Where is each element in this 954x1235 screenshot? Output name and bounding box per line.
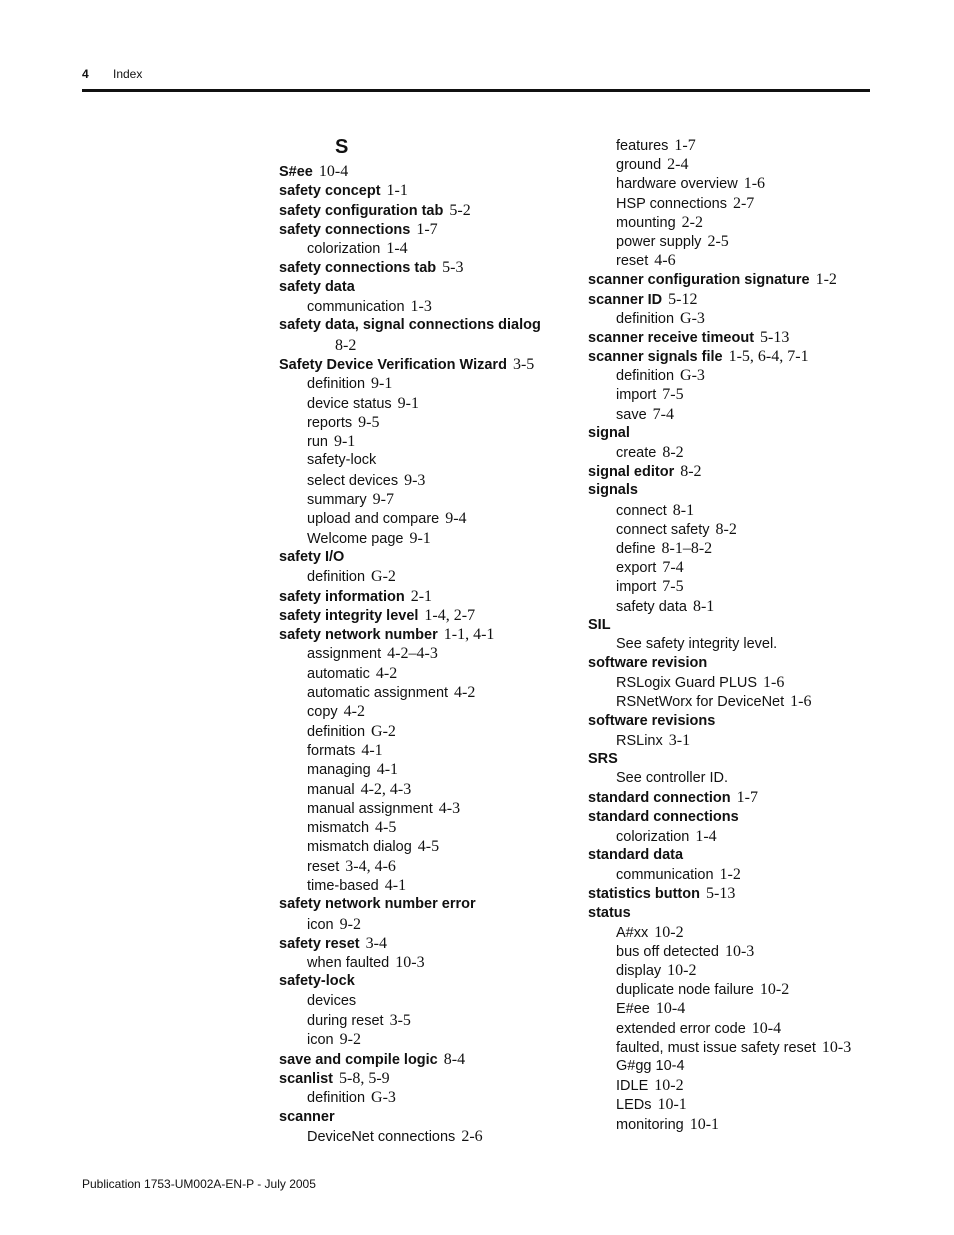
page-reference: 2-6 bbox=[461, 1127, 483, 1145]
index-main-entry bbox=[588, 347, 851, 366]
index-main-entry bbox=[279, 355, 541, 374]
index-sub-entry bbox=[279, 799, 541, 818]
page-reference: 10-4 bbox=[655, 1000, 686, 1018]
page-reference: 10-1 bbox=[689, 1115, 720, 1133]
index-sub-entry bbox=[279, 992, 541, 1011]
index-term: definition bbox=[307, 1090, 366, 1107]
index-main-entry bbox=[588, 328, 851, 347]
page-reference: 4-2 bbox=[454, 684, 476, 702]
page-reference: 9-2 bbox=[339, 915, 361, 933]
index-sub-entry bbox=[588, 366, 851, 385]
index-term: import bbox=[616, 387, 657, 404]
page-reference: 10-3 bbox=[724, 942, 755, 960]
index-term: device status bbox=[307, 395, 392, 412]
index-term: safety information bbox=[279, 588, 405, 605]
index-term: definition bbox=[616, 368, 675, 385]
index-term: statistics button bbox=[588, 886, 700, 903]
index-term: icon bbox=[307, 1032, 334, 1049]
index-term: S#ee bbox=[279, 164, 313, 180]
index-term: LEDs bbox=[616, 1097, 652, 1114]
index-term: signal bbox=[588, 424, 630, 441]
index-main-entry bbox=[588, 481, 851, 500]
index-term: RSLogix Guard PLUS bbox=[616, 675, 758, 692]
page-reference: 2-7 bbox=[732, 194, 755, 212]
index-term: software revision bbox=[588, 655, 708, 672]
page-reference: G-3 bbox=[371, 1089, 396, 1107]
index-sub-entry bbox=[588, 520, 851, 539]
index-term: mounting bbox=[616, 214, 676, 231]
page-reference: 8-1 bbox=[692, 597, 715, 615]
page-reference: 9-2 bbox=[339, 1031, 361, 1049]
page-reference: 9-1 bbox=[409, 529, 431, 547]
index-sub-entry bbox=[279, 413, 541, 432]
index-term: scanner bbox=[279, 1108, 335, 1125]
page-reference: 3-5 bbox=[512, 355, 535, 373]
index-sub-entry bbox=[279, 1127, 541, 1146]
page-reference: 5-13 bbox=[760, 328, 790, 346]
index-sub-entry bbox=[279, 741, 541, 760]
page-reference: 7-5 bbox=[662, 578, 684, 596]
index-sub-entry bbox=[588, 961, 851, 980]
page-reference: 8-2 bbox=[335, 336, 357, 354]
index-sub-entry bbox=[588, 213, 851, 232]
page-reference: 3-4 bbox=[365, 934, 387, 952]
page-reference: 8-1–8-2 bbox=[661, 539, 713, 557]
publication-footer: Publication 1753-UM002A-EN-P - July 2005 bbox=[82, 1177, 316, 1191]
index-term: when faulted bbox=[307, 955, 390, 972]
page-reference: 10-2 bbox=[759, 981, 790, 999]
index-term: reset bbox=[307, 858, 340, 875]
page-reference: 4-2 bbox=[343, 703, 365, 721]
index-sub-entry bbox=[588, 1038, 851, 1057]
page-reference: 2-5 bbox=[707, 232, 729, 250]
index-term: software revisions bbox=[588, 712, 716, 729]
index-sub-entry bbox=[279, 702, 541, 721]
index-term: define bbox=[616, 540, 656, 557]
index-term: export bbox=[616, 560, 657, 577]
running-header: Index bbox=[113, 67, 143, 81]
page-reference: 3-1 bbox=[668, 731, 691, 749]
index-sub-entry bbox=[279, 818, 541, 837]
index-term: status bbox=[588, 904, 631, 921]
index-main-entry bbox=[279, 1069, 541, 1088]
index-sub-entry bbox=[279, 857, 541, 876]
page-reference: 4-5 bbox=[375, 819, 397, 837]
index-term: RSLinx bbox=[616, 732, 663, 749]
page-reference: 8-2 bbox=[680, 463, 702, 481]
page-reference: 10-2 bbox=[667, 962, 697, 980]
page-reference: 8-2 bbox=[715, 520, 737, 538]
index-term: safety concept bbox=[279, 183, 381, 200]
index-sub-entry bbox=[588, 385, 851, 404]
index-term: safety network number bbox=[279, 627, 438, 644]
index-term: communication bbox=[307, 299, 405, 316]
index-main-entry bbox=[588, 616, 851, 635]
index-main-entry bbox=[588, 846, 851, 865]
index-term: import bbox=[616, 579, 657, 596]
index-term: assignment bbox=[307, 646, 382, 663]
index-term: HSP connections bbox=[616, 195, 727, 212]
index-term: formats bbox=[307, 742, 356, 759]
index-term: safety integrity level bbox=[279, 607, 419, 624]
page-reference: 1-6 bbox=[790, 693, 812, 711]
index-term: definition bbox=[307, 569, 366, 586]
index-sub-entry bbox=[588, 251, 851, 270]
index-term: See controller ID. bbox=[616, 770, 729, 787]
index-sub-entry bbox=[588, 443, 851, 462]
index-term: bus off detected bbox=[616, 943, 719, 960]
index-sub-entry bbox=[588, 692, 851, 711]
page-reference: 10-2 bbox=[654, 1077, 684, 1095]
page-reference: 7-4 bbox=[662, 559, 684, 577]
index-term: create bbox=[616, 445, 657, 461]
page-reference: 8-2 bbox=[662, 444, 684, 461]
page-reference: 10-4 bbox=[318, 163, 349, 180]
index-sub-entry bbox=[279, 953, 541, 972]
index-sub-entry bbox=[588, 1076, 851, 1095]
index-term: automatic assignment bbox=[307, 685, 449, 702]
page-reference: 4-2 bbox=[375, 664, 398, 682]
index-term: standard data bbox=[588, 846, 684, 863]
index-sub-entry bbox=[588, 865, 851, 884]
index-term: managing bbox=[307, 762, 371, 779]
page-reference: 10-1 bbox=[657, 1096, 687, 1114]
index-term: faulted, must issue safety reset bbox=[616, 1039, 816, 1056]
page-reference: 2-2 bbox=[681, 213, 703, 231]
index-sub-entry bbox=[588, 769, 851, 788]
index-term: save bbox=[616, 406, 647, 423]
page-reference: 10-3 bbox=[821, 1038, 852, 1056]
index-term: run bbox=[307, 434, 328, 451]
index-sub-entry bbox=[588, 980, 851, 999]
index-sub-entry bbox=[279, 336, 541, 355]
index-sub-entry bbox=[588, 923, 851, 942]
index-sub-entry bbox=[588, 558, 851, 577]
page-reference: 1-2 bbox=[815, 271, 837, 289]
page-reference: 4-2–4-3 bbox=[387, 645, 438, 663]
index-main-entry bbox=[588, 654, 851, 673]
page-reference: 4-1 bbox=[384, 876, 407, 894]
index-sub-entry bbox=[279, 876, 541, 895]
index-sub-entry bbox=[588, 1095, 851, 1114]
index-sub-entry bbox=[279, 1088, 541, 1107]
page-reference: 1-7 bbox=[416, 220, 438, 238]
index-sub-entry bbox=[279, 451, 541, 470]
page-reference: G-3 bbox=[680, 367, 705, 385]
index-sub-entry bbox=[588, 136, 851, 155]
index-main-entry bbox=[279, 934, 541, 953]
index-sub-entry bbox=[279, 529, 541, 548]
index-term: mismatch bbox=[307, 820, 370, 837]
page-reference: 1-1, 4-1 bbox=[443, 626, 495, 644]
index-main-entry bbox=[588, 424, 851, 443]
page-reference: 1-7 bbox=[736, 789, 758, 807]
index-term: devices bbox=[307, 992, 357, 1009]
index-sub-entry bbox=[279, 490, 541, 509]
index-main-entry bbox=[279, 606, 541, 625]
index-term: definition bbox=[307, 723, 366, 740]
page-reference: 5-12 bbox=[668, 290, 698, 308]
index-main-entry bbox=[588, 884, 851, 903]
page-reference: 5-13 bbox=[705, 885, 736, 903]
index-main-entry bbox=[588, 788, 851, 807]
index-sub-entry bbox=[588, 673, 851, 692]
index-main-entry bbox=[588, 270, 851, 289]
index-term: manual assignment bbox=[307, 800, 433, 817]
index-term: Welcome page bbox=[307, 530, 404, 547]
index-sub-entry bbox=[279, 722, 541, 741]
index-term: connect safety bbox=[616, 521, 710, 538]
index-main-entry bbox=[279, 587, 541, 606]
index-sub-entry bbox=[588, 1115, 851, 1134]
index-sub-entry bbox=[279, 664, 541, 683]
index-term: signals bbox=[588, 482, 638, 499]
index-sub-entry bbox=[588, 309, 851, 328]
index-term: scanner ID bbox=[588, 291, 663, 308]
page-reference: 8-1 bbox=[672, 501, 695, 519]
index-main-entry bbox=[279, 548, 541, 567]
index-term: display bbox=[616, 963, 662, 980]
index-term: reports bbox=[307, 414, 353, 431]
page-reference: 9-3 bbox=[404, 471, 426, 489]
index-letter-heading: S bbox=[335, 136, 349, 158]
index-term: SRS bbox=[588, 751, 618, 767]
index-term: features bbox=[616, 138, 669, 154]
page-reference: 10-2 bbox=[654, 923, 684, 941]
index-term: hardware overview bbox=[616, 176, 738, 193]
index-term: RSNetWorx for DeviceNet bbox=[616, 694, 785, 711]
index-term: upload and compare bbox=[307, 511, 440, 528]
page-reference: 9-1 bbox=[397, 394, 419, 412]
index-term: safety-lock bbox=[279, 973, 355, 990]
index-term: summary bbox=[307, 492, 367, 509]
index-column-left bbox=[279, 136, 541, 1146]
index-sub-entry bbox=[279, 509, 541, 528]
index-term: DeviceNet connections bbox=[307, 1128, 456, 1145]
page-reference: 1-6 bbox=[763, 674, 785, 692]
index-sub-entry bbox=[588, 635, 851, 654]
page-reference: 3-4, 4-6 bbox=[345, 857, 396, 875]
page-reference: 1-6 bbox=[743, 175, 766, 193]
index-sub-entry bbox=[588, 232, 851, 251]
index-term: IDLE bbox=[616, 1078, 649, 1095]
page-reference: 1-7 bbox=[674, 137, 696, 154]
index-main-entry bbox=[279, 162, 541, 181]
index-sub-entry bbox=[279, 915, 541, 934]
index-term: duplicate node failure bbox=[616, 982, 754, 999]
index-sub-entry bbox=[588, 999, 851, 1018]
index-sub-entry bbox=[279, 837, 541, 856]
page-reference: 10-3 bbox=[395, 954, 425, 972]
index-term: select devices bbox=[307, 472, 399, 489]
index-term: communication bbox=[616, 867, 714, 884]
index-term: monitoring bbox=[616, 1116, 684, 1133]
page-reference: 8-4 bbox=[443, 1050, 466, 1068]
page-reference: 2-4 bbox=[667, 156, 689, 174]
index-main-entry bbox=[279, 972, 541, 991]
index-sub-entry bbox=[279, 1011, 541, 1030]
index-main-entry bbox=[588, 290, 851, 309]
page-reference: 7-5 bbox=[662, 386, 684, 404]
index-term: Safety Device Verification Wizard bbox=[279, 356, 507, 373]
page-reference: 4-2, 4-3 bbox=[360, 780, 412, 798]
index-term: safety data bbox=[616, 598, 687, 615]
index-term: connect bbox=[616, 502, 667, 519]
index-term: safety data bbox=[279, 278, 355, 295]
page-reference: 1-4 bbox=[386, 240, 408, 258]
index-main-entry bbox=[588, 808, 851, 827]
index-sub-entry bbox=[588, 539, 851, 558]
index-term: during reset bbox=[307, 1013, 384, 1030]
index-term: scanner configuration signature bbox=[588, 272, 810, 289]
index-term: safety connections bbox=[279, 221, 411, 238]
index-term: scanlist bbox=[279, 1070, 333, 1087]
index-term: manual bbox=[307, 781, 355, 798]
page-number: 4 bbox=[82, 67, 89, 81]
index-term: scanner signals file bbox=[588, 349, 723, 366]
index-main-entry bbox=[279, 316, 541, 335]
page-reference: 9-1 bbox=[333, 433, 356, 451]
index-term: icon bbox=[307, 916, 334, 933]
index-sub-entry bbox=[588, 1057, 851, 1076]
page-reference: 1-2 bbox=[719, 866, 741, 884]
page-reference: 4-3 bbox=[438, 799, 461, 817]
index-sub-entry bbox=[279, 567, 541, 586]
index-main-entry bbox=[279, 1050, 541, 1069]
index-sub-entry bbox=[588, 194, 851, 213]
index-main-entry bbox=[588, 462, 851, 481]
index-sub-entry bbox=[588, 577, 851, 596]
index-term: scanner receive timeout bbox=[588, 329, 755, 346]
index-term: ground bbox=[616, 157, 662, 174]
page-reference: G-2 bbox=[371, 568, 396, 586]
index-sub-entry bbox=[279, 1030, 541, 1049]
index-sub-entry bbox=[279, 239, 541, 258]
index-term: standard connections bbox=[588, 808, 739, 825]
index-sub-entry bbox=[279, 471, 541, 490]
index-main-entry bbox=[279, 625, 541, 644]
index-term: power supply bbox=[616, 233, 702, 250]
page-reference: 9-4 bbox=[445, 510, 467, 528]
index-main-entry bbox=[279, 278, 541, 297]
header-rule bbox=[82, 89, 870, 92]
index-sub-entry bbox=[279, 374, 541, 393]
index-term: colorization bbox=[616, 828, 690, 845]
index-term: safety connections tab bbox=[279, 260, 437, 277]
index-term: copy bbox=[307, 704, 338, 721]
index-sub-entry bbox=[588, 731, 851, 750]
index-sub-entry bbox=[588, 942, 851, 961]
page-reference: 1-1 bbox=[386, 182, 408, 200]
index-main-entry bbox=[588, 712, 851, 731]
index-sub-entry bbox=[588, 597, 851, 616]
index-term: reset bbox=[616, 253, 649, 270]
index-term: A#xx bbox=[616, 924, 649, 941]
page-reference: 4-5 bbox=[417, 838, 440, 856]
index-term: See safety integrity level. bbox=[616, 635, 778, 652]
index-term: definition bbox=[307, 376, 366, 393]
index-term: safety network number error bbox=[279, 896, 476, 913]
page-reference: 5-3 bbox=[442, 259, 464, 277]
page-reference: 1-3 bbox=[410, 298, 432, 316]
index-term: definition bbox=[616, 310, 675, 327]
index-term: mismatch dialog bbox=[307, 839, 412, 856]
index-term: safety configuration tab bbox=[279, 202, 444, 219]
index-term: time-based bbox=[307, 877, 379, 894]
index-term: safety data, signal connections dialog bbox=[279, 317, 541, 334]
index-main-entry bbox=[588, 904, 851, 923]
page-reference: 3-5 bbox=[389, 1012, 411, 1030]
index-sub-entry bbox=[279, 683, 541, 702]
index-term: SIL bbox=[588, 616, 611, 633]
index-sub-entry bbox=[588, 174, 851, 193]
index-term: safety I/O bbox=[279, 548, 345, 565]
index-sub-entry bbox=[279, 644, 541, 663]
index-sub-entry bbox=[279, 432, 541, 451]
index-sub-entry bbox=[588, 501, 851, 520]
page-reference: 10-4 bbox=[751, 1019, 782, 1037]
index-main-entry bbox=[279, 1108, 541, 1127]
index-sub-entry bbox=[279, 780, 541, 799]
page-reference: 1-4 bbox=[695, 827, 717, 845]
page-reference: 2-1 bbox=[410, 587, 433, 605]
index-main-entry bbox=[279, 220, 541, 239]
index-term: safety reset bbox=[279, 935, 360, 952]
index-term: G#gg 10-4 bbox=[616, 1058, 685, 1074]
index-term: E#ee bbox=[616, 1001, 650, 1018]
index-main-entry bbox=[279, 895, 541, 914]
index-term: extended error code bbox=[616, 1020, 746, 1037]
index-column-right bbox=[588, 136, 851, 1134]
index-term: colorization bbox=[307, 241, 381, 258]
page-reference: 1-4, 2-7 bbox=[424, 606, 476, 624]
page-reference: 9-1 bbox=[371, 375, 393, 393]
page-reference: 9-5 bbox=[358, 413, 380, 431]
index-sub-entry bbox=[279, 760, 541, 779]
index-sub-entry bbox=[279, 297, 541, 316]
page-reference: G-2 bbox=[371, 722, 396, 740]
page-reference: 4-6 bbox=[654, 252, 676, 270]
page-reference: 5-8, 5-9 bbox=[339, 1069, 390, 1087]
index-sub-entry bbox=[588, 1019, 851, 1038]
page-reference: 7-4 bbox=[652, 405, 674, 423]
page-reference: 4-1 bbox=[361, 741, 383, 759]
index-term: save and compile logic bbox=[279, 1051, 438, 1068]
index-main-entry bbox=[279, 201, 541, 220]
index-main-entry bbox=[588, 750, 851, 769]
index-sub-entry bbox=[279, 394, 541, 413]
page-reference: G-3 bbox=[680, 309, 705, 327]
page-reference: 9-7 bbox=[372, 491, 394, 509]
page-reference: 4-1 bbox=[376, 761, 399, 779]
index-term: signal editor bbox=[588, 464, 675, 481]
page-reference: 5-2 bbox=[449, 201, 471, 219]
index-sub-entry bbox=[588, 827, 851, 846]
page-reference: 1-5, 6-4, 7-1 bbox=[728, 348, 809, 366]
index-term: automatic bbox=[307, 665, 370, 682]
index-sub-entry bbox=[588, 155, 851, 174]
index-main-entry bbox=[279, 258, 541, 277]
index-term: standard connection bbox=[588, 790, 731, 807]
index-main-entry bbox=[279, 181, 541, 200]
index-term: safety-lock bbox=[307, 452, 377, 469]
index-sub-entry bbox=[588, 405, 851, 424]
